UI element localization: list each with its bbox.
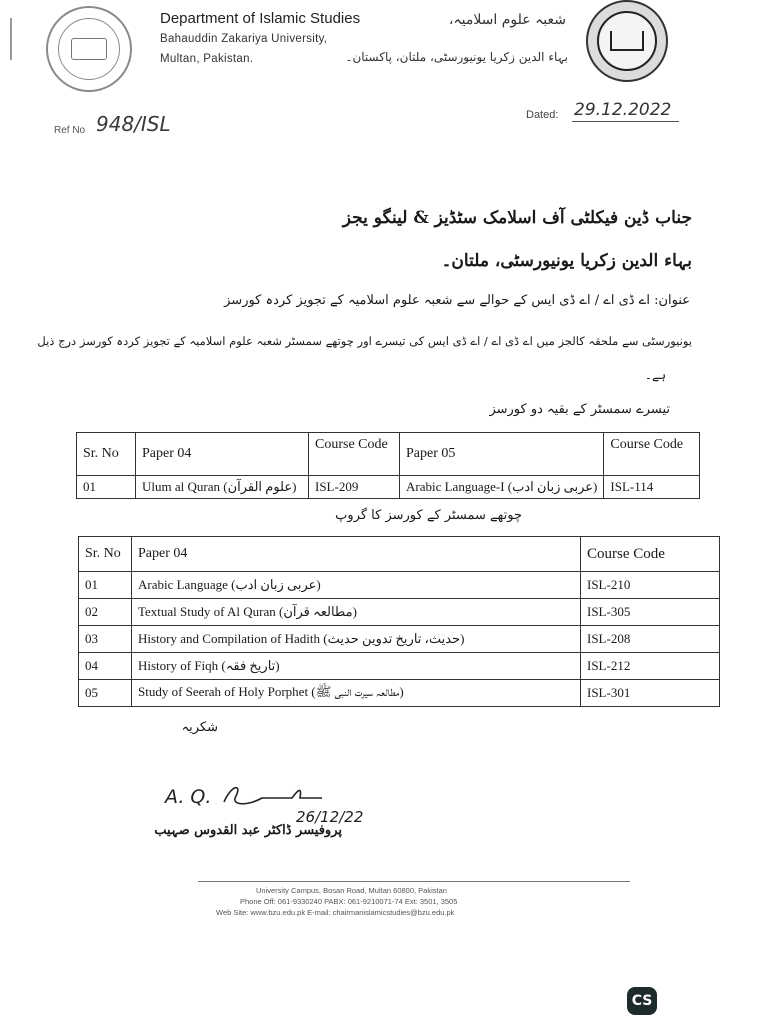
letter-body-line-1: یونیورسٹی سے ملحقہ کالجز میں اے ڈی اے / اے ڈی ایس کی تیسرے اور چوتھے سمسٹر شعبہ علوم اسلامیہ کے تجویز کردہ کورسز درج ذیل [37,334,692,348]
cell-paper-04: Ulum al Quran (علوم القرآن) [136,476,309,499]
cell-sr-no: 01 [77,476,136,499]
university-name-ur: بہاء الدین زکریا یونیورسٹی، ملتان، پاکستان۔ [345,50,568,64]
letter-body-line-2: ہے۔ [644,368,666,382]
table-row [79,653,720,680]
cell-paper: History of Fiqh (تاریخ فقہ) [132,653,581,680]
page-margin-line [10,18,12,60]
col-header-paper-05: Paper 05 [400,433,604,476]
table-header-row [79,537,720,572]
cell-sr-no: 03 [79,626,132,653]
table-row [79,680,720,707]
cell-sr-no: 02 [79,599,132,626]
footer-divider [198,881,630,882]
thanks-text: شکریہ [181,720,218,735]
date-value: 29.12.2022 [572,100,679,122]
university-name-en: Bahauddin Zakariya University, [160,33,328,45]
department-seal-right-icon [586,0,668,82]
table-row [77,476,700,499]
col-header-course-code: Course Code [309,433,400,476]
cell-paper: History and Compilation of Hadith (حدیث، تاریخ تدوین حدیث) [132,626,581,653]
cell-course-code: ISL-305 [581,599,720,626]
col-header-paper-04: Paper 04 [132,537,581,572]
table-header-row [77,433,700,476]
signature-initials: A. Q. [165,786,212,808]
cell-sr-no: 01 [79,572,132,599]
signer-name-ur: پروفیسر ڈاکٹر عبد القدوس صہیب [154,823,342,838]
col-header-course-code-2: Course Code [604,433,700,476]
cell-sr-no: 05 [79,680,132,707]
open-book-icon [610,31,644,51]
cell-paper: Study of Seerah of Holy Porphet (مطالعہ سیرت النبی ﷺ) [132,680,581,707]
col-header-sr-no: Sr. No [79,537,132,572]
addressee-line-1: جناب ڈین فیکلٹی آف اسلامک سٹڈیز & لینگو یجز [342,208,692,228]
semester-3-heading: تیسرے سمسٹر کے بقیہ دو کورسز [489,402,670,417]
col-header-paper-04: Paper 04 [136,433,309,476]
semester-3-courses-table [76,432,700,499]
cell-course-code: ISL-209 [309,476,400,499]
semester-4-heading: چوتھے سمسٹر کے کورسز کا گروپ [335,508,522,523]
city-en: Multan, Pakistan. [160,53,254,65]
table-row [79,626,720,653]
cell-course-code: ISL-212 [581,653,720,680]
cell-course-code-2: ISL-114 [604,476,700,499]
footer-address: University Campus, Bosan Road, Multan 60800, Pakistan [256,886,447,895]
cell-sr-no: 04 [79,653,132,680]
date-label: Dated: [526,109,559,121]
cell-course-code: ISL-301 [581,680,720,707]
department-name-en: Department of Islamic Studies [160,10,361,27]
footer-web-email: Web Site: www.bzu.edu.pk E-mail: chairmanislamicstudies@bzu.edu.pk [216,908,455,917]
addressee-line-2: بہاء الدین زکریا یونیورسٹی، ملتان۔ [441,251,692,271]
cell-course-code: ISL-210 [581,572,720,599]
book-icon [71,38,107,60]
col-header-course-code: Course Code [581,537,720,572]
department-name-ur: شعبہ علوم اسلامیہ، [448,12,566,28]
camscanner-badge-icon: CS [627,987,657,1015]
footer-phone: Phone Off: 061-9330240 PABX: 061-9210071-74 Ext: 3501, 3505 [240,897,458,906]
ref-number: 948/ISL [96,112,171,136]
cell-course-code: ISL-208 [581,626,720,653]
semester-4-courses-table [78,536,720,707]
table-row [79,599,720,626]
ref-label: Ref No [54,125,86,136]
col-header-sr-no: Sr. No [77,433,136,476]
letter-subject: عنوان: اے ڈی اے / اے ڈی ایس کے حوالے سے شعبہ علوم اسلامیہ کے تجویز کردہ کورسز [224,293,690,308]
university-seal-left-icon [46,6,132,92]
signature-date: 26/12/22 [296,808,364,826]
table-row [79,572,720,599]
cell-paper: Textual Study of Al Quran (مطالعہ قرآن) [132,599,581,626]
cell-paper: Arabic Language (عربی زبان ادب) [132,572,581,599]
cell-paper-05: Arabic Language-I (عربی زبان ادب) [400,476,604,499]
